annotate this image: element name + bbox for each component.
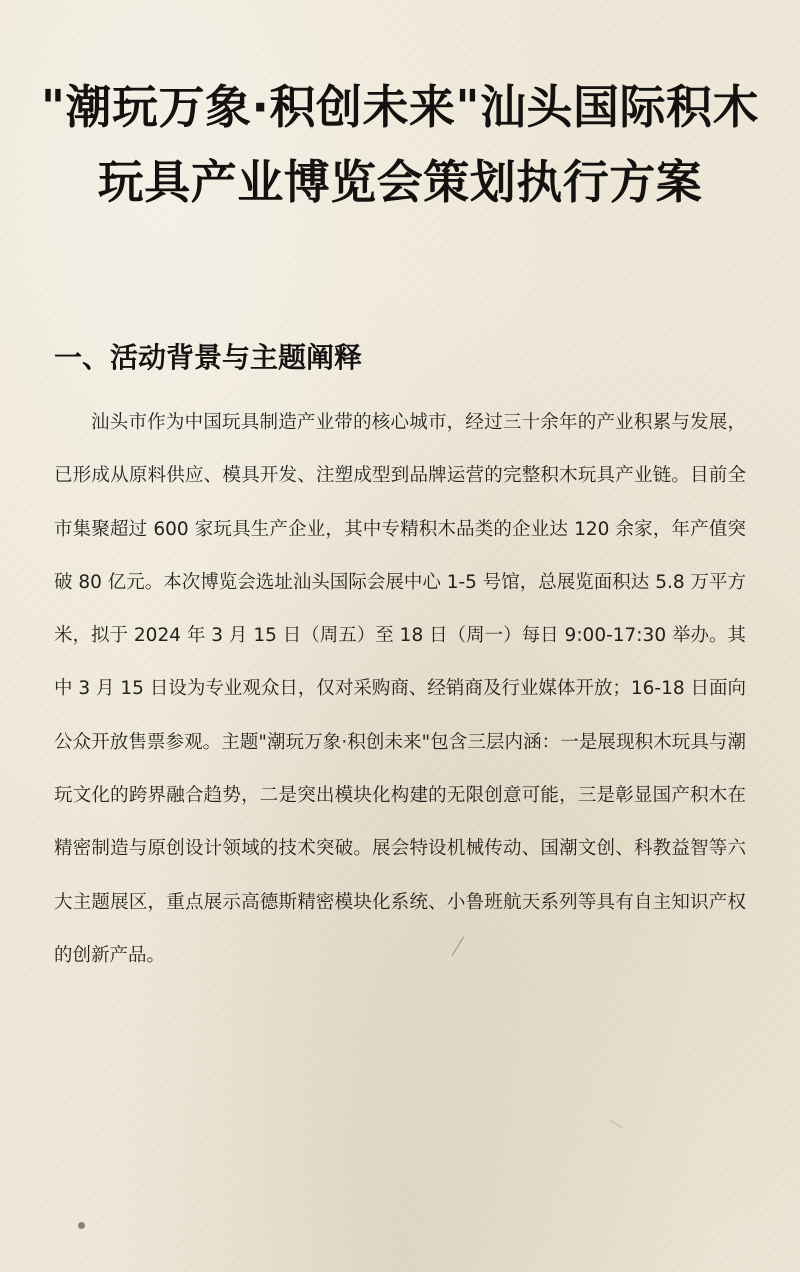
section-heading: 一、活动背景与主题阐释 bbox=[54, 341, 363, 374]
paper-speck bbox=[78, 1222, 85, 1229]
body-paragraph: 汕头市作为中国玩具制造产业带的核心城市，经过三十余年的产业积累与发展，已形成从原料供应、模具开发、注塑成型到品牌运营的完整积木玩具产业链。目前全市集聚超过 600 家玩具生产企业，其中专精积木品类的企业达 120 余家，年产值突破 80 亿元。本次博览会选址汕头国际会展中心 1-5 号馆，总展览面积达 5.8 万平方米，拟于 2024 年 3 月 15 日（周五）至 18 日（周一）每日 9:00-17:30 举办。其中 3 月 15 日设为专业观众日，仅对采购商、经销商及行业媒体开放；16-18 日面向公众开放售票参观。主题"潮玩万象·积创未来"包含三层内涵：一是展现积木玩具与潮玩文化的跨界融合趋势，二是突出模块化构建的无限创意可能，三是彰显国产积木在精密制造与原创设计领域的技术突破。展会特设机械传动、国潮文创、科教益智等六大主题展区，重点展示高德斯精密模块化系统、小鲁班航天系列等具有自主知识产权的创新产品。 bbox=[54, 412, 746, 966]
document-title: "潮玩万象·积创未来"汕头国际积木玩具产业博览会策划执行方案 bbox=[41, 80, 759, 209]
paper-fiber bbox=[610, 1120, 623, 1128]
